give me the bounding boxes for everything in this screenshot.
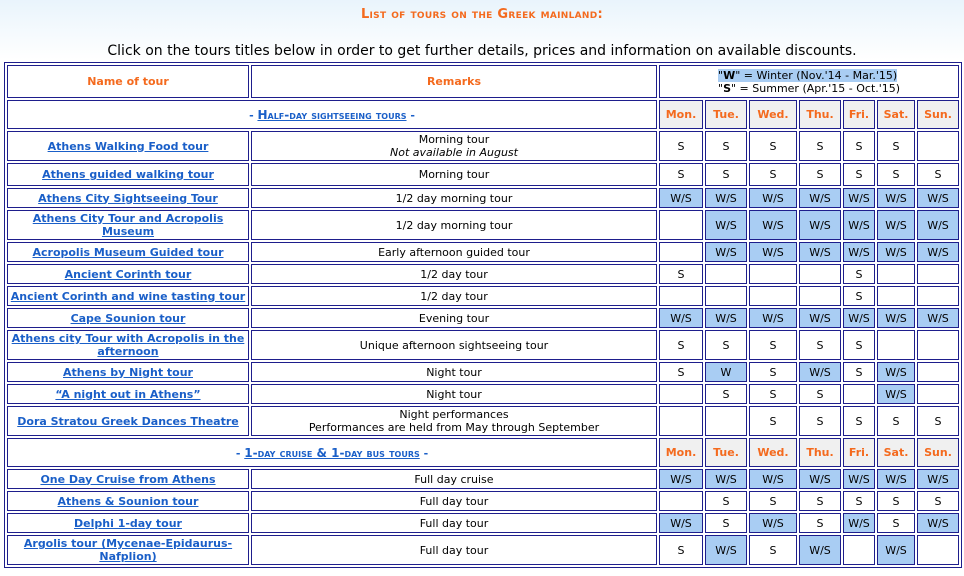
tour-name-cell	[7, 330, 249, 360]
tour-link[interactable]: Athens City Tour and Acropolis Museum	[32, 212, 224, 238]
availability-cell	[917, 384, 959, 404]
legend-summer: "S" = Summer (Apr.'15 - Oct.'15)	[718, 81, 901, 95]
availability-cell: W/S	[659, 308, 703, 328]
availability-cell: W/S	[799, 362, 841, 382]
availability-cell: S	[843, 163, 875, 186]
availability-cell	[843, 384, 875, 404]
availability-cell: S	[799, 163, 841, 186]
availability-cell	[917, 131, 959, 161]
availability-cell	[659, 210, 703, 240]
remark-line: Evening tour	[418, 311, 490, 325]
page-title: List of tours on the Greek mainland:	[360, 7, 604, 22]
availability-cell: W/S	[749, 242, 797, 262]
tour-row	[7, 491, 959, 511]
availability-cell: W/S	[705, 535, 747, 565]
section-title: - 1-day cruise & 1-day bus tours -	[7, 438, 657, 467]
section-title-link[interactable]: 1-day cruise & 1-day bus tours	[244, 445, 420, 460]
availability-cell	[659, 242, 703, 262]
day-header: Fri.	[843, 438, 875, 467]
tour-name-cell	[7, 210, 249, 240]
tour-remarks	[251, 535, 657, 565]
availability-cell: S	[877, 131, 915, 161]
availability-cell: S	[917, 163, 959, 186]
tour-row	[7, 163, 959, 186]
day-header: Sat.	[877, 100, 915, 129]
availability-cell	[799, 286, 841, 306]
section-title: - Half-day sightseeing tours -	[7, 100, 657, 129]
tour-link[interactable]: Argolis tour (Mycenae-Epidaurus-Nafplion)	[23, 537, 233, 563]
tours-table	[4, 62, 962, 568]
availability-cell: S	[799, 330, 841, 360]
availability-cell: W/S	[917, 188, 959, 208]
tour-row	[7, 264, 959, 284]
availability-cell: S	[705, 513, 747, 533]
tour-remarks	[251, 264, 657, 284]
remarks-column-header: Remarks	[251, 65, 657, 98]
availability-cell: W/S	[843, 513, 875, 533]
availability-cell: W/S	[843, 210, 875, 240]
availability-cell: W/S	[749, 469, 797, 489]
availability-cell: W/S	[917, 513, 959, 533]
tour-link[interactable]: “A night out in Athens”	[55, 387, 201, 401]
tour-remarks	[251, 210, 657, 240]
table-header-row	[7, 65, 959, 98]
availability-cell: S	[877, 406, 915, 436]
availability-cell: S	[659, 362, 703, 382]
tour-name-cell	[7, 308, 249, 328]
availability-cell	[705, 264, 747, 284]
remark-line: Night tour	[426, 387, 482, 401]
tour-row	[7, 384, 959, 404]
availability-cell: S	[917, 406, 959, 436]
tour-name-cell	[7, 362, 249, 382]
availability-cell: W/S	[917, 210, 959, 240]
availability-cell	[749, 286, 797, 306]
availability-cell: W/S	[705, 188, 747, 208]
day-header: Sun.	[917, 100, 959, 129]
day-header: Wed.	[749, 438, 797, 467]
availability-cell	[917, 264, 959, 284]
intro-text: Click on the tours titles below in order to get further details, prices and information on available discounts.	[107, 43, 857, 59]
tour-link[interactable]: Athens guided walking tour	[42, 168, 214, 181]
tour-remarks	[251, 163, 657, 186]
availability-cell: S	[749, 362, 797, 382]
tour-name-cell	[7, 384, 249, 404]
tour-row	[7, 513, 959, 533]
tour-remarks	[251, 308, 657, 328]
tour-row	[7, 308, 959, 328]
tour-link[interactable]: Ancient Corinth tour	[64, 267, 192, 281]
availability-cell: S	[705, 491, 747, 511]
availability-cell: W/S	[659, 188, 703, 208]
tour-name-cell	[7, 491, 249, 511]
availability-cell: S	[799, 406, 841, 436]
availability-cell: S	[749, 131, 797, 161]
availability-cell	[877, 330, 915, 360]
tour-row	[7, 362, 959, 382]
availability-cell: S	[843, 264, 875, 284]
availability-cell	[877, 264, 915, 284]
tour-remarks	[251, 384, 657, 404]
availability-cell: S	[705, 330, 747, 360]
tour-remarks	[251, 131, 657, 161]
tour-row	[7, 535, 959, 565]
tour-link[interactable]: Dora Stratou Greek Dances Theatre	[17, 414, 239, 428]
availability-cell: W/S	[799, 188, 841, 208]
availability-cell: S	[749, 406, 797, 436]
tour-link[interactable]: Athens city Tour with Acropolis in the afternoon	[11, 332, 245, 358]
tour-link[interactable]: Athens Walking Food tour	[47, 139, 209, 153]
tour-row	[7, 188, 959, 208]
availability-cell: W/S	[917, 469, 959, 489]
name-column-header: Name of tour	[7, 65, 249, 98]
day-header: Mon.	[659, 100, 703, 129]
availability-cell: S	[799, 491, 841, 511]
availability-cell: W/S	[843, 242, 875, 262]
remark-line: Full day cruise	[414, 472, 494, 486]
availability-cell: W/S	[799, 535, 841, 565]
tour-remarks	[251, 330, 657, 360]
availability-cell: W/S	[917, 308, 959, 328]
availability-cell: W/S	[749, 308, 797, 328]
availability-cell: S	[799, 384, 841, 404]
availability-cell: W/S	[917, 242, 959, 262]
remark-line: Night performances	[399, 408, 509, 421]
availability-cell: W/S	[799, 242, 841, 262]
remark-line: Not available in August	[390, 146, 518, 159]
availability-cell: S	[659, 163, 703, 186]
section-header-row	[7, 438, 959, 467]
availability-cell: W/S	[877, 210, 915, 240]
tour-link[interactable]: Athens by Night tour	[63, 365, 193, 379]
tour-name-cell	[7, 188, 249, 208]
remark-line: 1/2 day morning tour	[395, 191, 513, 205]
tour-remarks	[251, 469, 657, 489]
availability-cell: S	[705, 163, 747, 186]
availability-cell: S	[843, 406, 875, 436]
availability-cell: W/S	[799, 308, 841, 328]
availability-cell	[843, 535, 875, 565]
availability-cell	[659, 491, 703, 511]
availability-cell: S	[705, 384, 747, 404]
availability-cell	[705, 286, 747, 306]
remark-line: Early afternoon guided tour	[378, 245, 530, 259]
tour-name-cell	[7, 469, 249, 489]
tour-link[interactable]: Athens City Sightseeing Tour	[38, 191, 218, 205]
availability-cell	[877, 286, 915, 306]
tour-remarks	[251, 406, 657, 436]
remark-line: Performances are held from May through September	[308, 421, 600, 434]
availability-cell: W/S	[877, 188, 915, 208]
day-header: Fri.	[843, 100, 875, 129]
tour-name-cell	[7, 513, 249, 533]
day-header: Tue.	[705, 100, 747, 129]
availability-cell: W/S	[705, 210, 747, 240]
remark-line: Unique afternoon sightseeing tour	[359, 338, 549, 352]
availability-cell: W/S	[843, 308, 875, 328]
availability-cell: S	[749, 535, 797, 565]
tour-row	[7, 210, 959, 240]
tour-remarks	[251, 188, 657, 208]
availability-cell: W	[705, 362, 747, 382]
availability-cell: W/S	[877, 469, 915, 489]
availability-cell: W/S	[705, 308, 747, 328]
tour-remarks	[251, 362, 657, 382]
tour-remarks	[251, 513, 657, 533]
availability-cell: S	[799, 513, 841, 533]
tour-remarks	[251, 491, 657, 511]
availability-cell	[659, 406, 703, 436]
legend-winter: "W" = Winter (Nov.'14 - Mar.'15)	[718, 68, 898, 82]
day-header: Thu.	[799, 438, 841, 467]
tour-row	[7, 469, 959, 489]
day-header: Sat.	[877, 438, 915, 467]
availability-cell: W/S	[749, 513, 797, 533]
availability-cell: W/S	[659, 469, 703, 489]
availability-cell: W/S	[705, 242, 747, 262]
availability-cell	[917, 330, 959, 360]
availability-cell	[917, 535, 959, 565]
availability-cell: W/S	[843, 469, 875, 489]
availability-cell: W/S	[659, 513, 703, 533]
availability-cell: S	[659, 131, 703, 161]
availability-cell: S	[843, 131, 875, 161]
remark-line: Full day tour	[419, 516, 489, 530]
tour-name-cell	[7, 131, 249, 161]
availability-cell: S	[749, 384, 797, 404]
day-header: Thu.	[799, 100, 841, 129]
availability-cell: W/S	[877, 362, 915, 382]
remark-line: 1/2 day tour	[420, 289, 488, 303]
tour-remarks	[251, 286, 657, 306]
availability-cell: W/S	[799, 210, 841, 240]
availability-cell: S	[749, 330, 797, 360]
availability-cell: S	[843, 330, 875, 360]
availability-cell: S	[877, 491, 915, 511]
availability-cell: S	[659, 535, 703, 565]
availability-cell: W/S	[749, 210, 797, 240]
availability-cell	[799, 264, 841, 284]
availability-cell	[659, 286, 703, 306]
tour-name-cell	[7, 163, 249, 186]
day-header: Sun.	[917, 438, 959, 467]
tour-row	[7, 242, 959, 262]
availability-cell: W/S	[877, 384, 915, 404]
season-legend	[659, 65, 959, 98]
tour-link[interactable]: Delphi 1-day tour	[74, 516, 182, 530]
availability-cell: W/S	[877, 308, 915, 328]
tour-link[interactable]: Acropolis Museum Guided tour	[32, 245, 224, 259]
remark-line: Night tour	[426, 365, 482, 379]
availability-cell: S	[877, 163, 915, 186]
tour-name-cell	[7, 242, 249, 262]
tour-name-cell	[7, 264, 249, 284]
availability-cell: S	[749, 163, 797, 186]
availability-cell: S	[799, 131, 841, 161]
day-header: Tue.	[705, 438, 747, 467]
remark-line: 1/2 day tour	[420, 267, 488, 281]
tour-row	[7, 330, 959, 360]
availability-cell: W/S	[705, 469, 747, 489]
availability-cell: S	[917, 491, 959, 511]
availability-cell: S	[843, 491, 875, 511]
tour-link[interactable]: Ancient Corinth and wine tasting tour	[10, 289, 246, 303]
availability-cell	[917, 286, 959, 306]
remark-line: Morning tour	[418, 168, 490, 181]
availability-cell: S	[749, 491, 797, 511]
tour-row	[7, 406, 959, 436]
day-header: Wed.	[749, 100, 797, 129]
tour-name-cell	[7, 286, 249, 306]
availability-cell: S	[843, 362, 875, 382]
tour-row	[7, 131, 959, 161]
availability-cell	[749, 264, 797, 284]
availability-cell: S	[659, 264, 703, 284]
availability-cell: W/S	[843, 188, 875, 208]
tour-remarks	[251, 242, 657, 262]
tour-link[interactable]: Athens & Sounion tour	[57, 494, 199, 508]
availability-cell: S	[843, 286, 875, 306]
availability-cell	[659, 384, 703, 404]
tour-row	[7, 286, 959, 306]
remark-line: Full day tour	[419, 494, 489, 508]
availability-cell: W/S	[799, 469, 841, 489]
tour-link[interactable]: Cape Sounion tour	[70, 311, 186, 325]
availability-cell: S	[659, 330, 703, 360]
availability-cell: S	[705, 131, 747, 161]
tour-link[interactable]: One Day Cruise from Athens	[40, 472, 216, 486]
availability-cell: W/S	[749, 188, 797, 208]
remark-line: Full day tour	[419, 543, 489, 557]
section-title-link[interactable]: Half-day sightseeing tours	[257, 107, 407, 122]
tour-name-cell	[7, 535, 249, 565]
availability-cell: W/S	[877, 535, 915, 565]
availability-cell	[917, 362, 959, 382]
tour-name-cell	[7, 406, 249, 436]
remark-line: Morning tour	[418, 133, 490, 146]
day-header: Mon.	[659, 438, 703, 467]
availability-cell	[705, 406, 747, 436]
availability-cell: W/S	[877, 242, 915, 262]
section-header-row	[7, 100, 959, 129]
remark-line: 1/2 day morning tour	[395, 218, 513, 232]
availability-cell: S	[877, 513, 915, 533]
